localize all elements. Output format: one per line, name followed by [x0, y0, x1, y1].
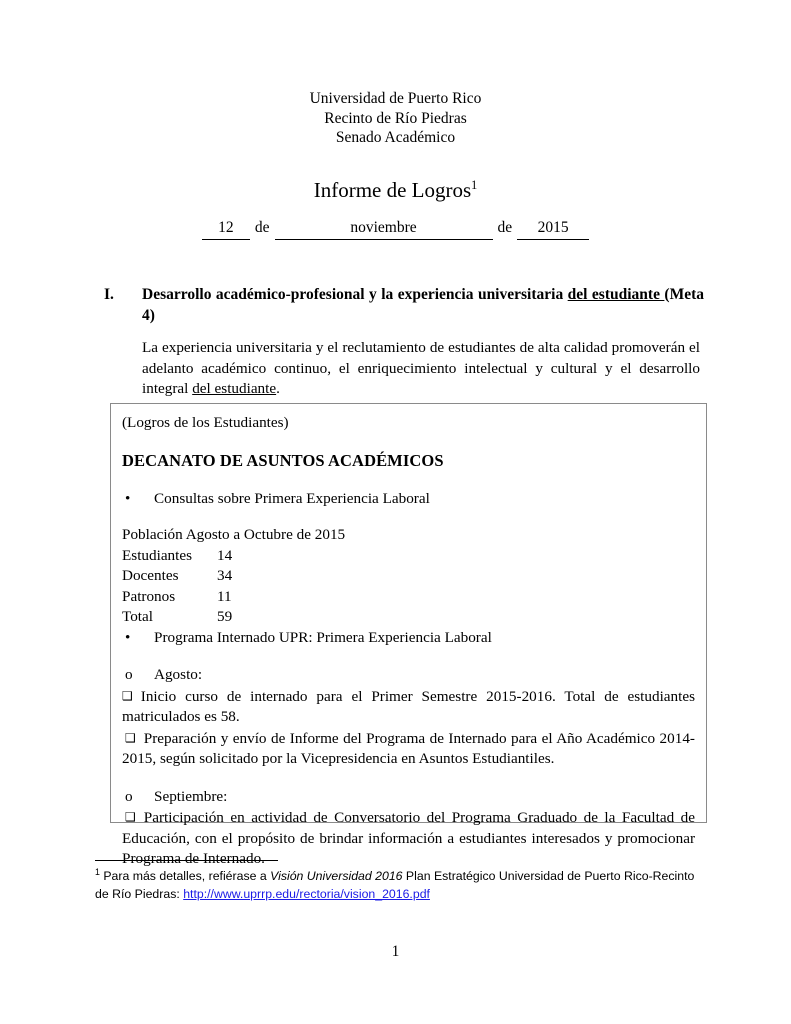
section-heading-part-2: (Meta 4) [142, 286, 704, 324]
square-bullet-icon: ❑ [122, 688, 133, 703]
institution-line-1: Universidad de Puerto Rico [309, 90, 482, 107]
section-number: I. [104, 286, 114, 303]
month-heading-septiembre [122, 787, 695, 808]
month-entry [122, 728, 695, 770]
page-title-text: Informe de Logros [313, 178, 472, 202]
bullet-icon: • [125, 489, 131, 507]
date-year-field[interactable]: 2015 [517, 218, 589, 240]
list-item-label: Programa Internado UPR: Primera Experiencia Laboral [154, 628, 492, 646]
bullet-icon: • [125, 628, 131, 646]
table-row [122, 546, 695, 567]
population-heading: Población Agosto a Octubre de 2015 [122, 526, 346, 543]
list-item [122, 628, 695, 649]
table-row [122, 566, 695, 587]
institution-header [0, 89, 791, 148]
stat-value: 34 [217, 567, 233, 584]
circle-bullet-icon: o [125, 787, 133, 805]
section-heading [104, 284, 704, 326]
table-row [122, 587, 695, 608]
institution-line-2: Recinto de Río Piedras [324, 109, 467, 127]
footnote-text-before: Para más detalles, refiérase a [99, 869, 271, 883]
stat-label: Total [122, 608, 153, 625]
logros-box [110, 403, 707, 867]
footnote-text-after: Plan Estratégico Universidad de Puerto Rico-Recinto de Río Piedras: [95, 869, 695, 901]
table-row [122, 607, 695, 628]
stat-value: 59 [217, 608, 233, 625]
paragraph-part-2: . [276, 380, 280, 397]
square-bullet-icon: ❑ [125, 810, 136, 824]
month-entry-text: Inicio curso de internado para el Primer Semestre 2015-2016. Total de estudiantes matriculados es 58. [122, 687, 695, 725]
footnote-marker: 1 [95, 866, 100, 877]
date-day-field[interactable]: 12 [202, 218, 250, 240]
section-heading-underlined: del estudiante [567, 286, 665, 303]
list-item-label: Consultas sobre Primera Experiencia Laboral [154, 489, 430, 507]
population-stats [122, 525, 695, 628]
section-paragraph [142, 338, 700, 400]
office-title: DECANATO DE ASUNTOS ACADÉMICOS [122, 451, 444, 470]
stat-label: Docentes [122, 567, 179, 584]
stat-value: 14 [217, 546, 233, 564]
month-entry-text: Preparación y envío de Informe del Programa de Internado para el Año Académico 2014-2015, según solicitado por la Vicepresidencia en Asuntos Estudiantiles. [122, 729, 695, 767]
paragraph-part-1: La experiencia universitaria y el reclutamiento de estudiantes de alta calidad promoverán el adelanto académico continuo, el enriquecimiento intelectual y cultural y el desarrollo integral [142, 339, 700, 397]
footnote-italic-title: Visión Universidad 2016 [270, 869, 403, 883]
month-heading-agosto [122, 665, 695, 686]
institution-line-3: Senado Académico [335, 129, 456, 146]
month-label: Septiembre: [154, 787, 228, 805]
section-heading-part-1: Desarrollo académico-profesional y la experiencia universitaria [142, 286, 568, 303]
month-entry-text: Participación en actividad de Conversatorio del Programa Graduado de la Facultad de Educación, con el propósito de brindar información a estudiantes interesados y promocionar Programa de Internado. [122, 809, 695, 867]
logros-box-subtitle: (Logros de los Estudiantes) [122, 414, 289, 431]
month-entry [122, 686, 695, 728]
section-heading-text [142, 284, 704, 326]
stat-value: 11 [217, 587, 232, 605]
month-label: Agosto: [154, 666, 203, 683]
circle-bullet-icon: o [125, 666, 133, 683]
paragraph-underlined: del estudiante [192, 380, 277, 397]
page-number: 1 [391, 943, 400, 960]
stat-label: Patronos [122, 587, 176, 605]
square-bullet-icon: ❑ [125, 730, 136, 745]
footnote-link[interactable]: http://www.uprrp.edu/rectoria/vision_2016.pdf [183, 886, 430, 901]
footnote-separator [95, 860, 278, 861]
footnote [95, 868, 695, 903]
date-connector-2: de [497, 219, 513, 236]
date-connector-1: de [254, 219, 270, 236]
title-footnote-marker: 1 [471, 178, 478, 192]
date-line [0, 218, 791, 240]
stat-label: Estudiantes [122, 546, 193, 564]
date-month-field[interactable]: noviembre [275, 218, 493, 240]
list-item [122, 489, 695, 510]
page-title [0, 178, 791, 203]
